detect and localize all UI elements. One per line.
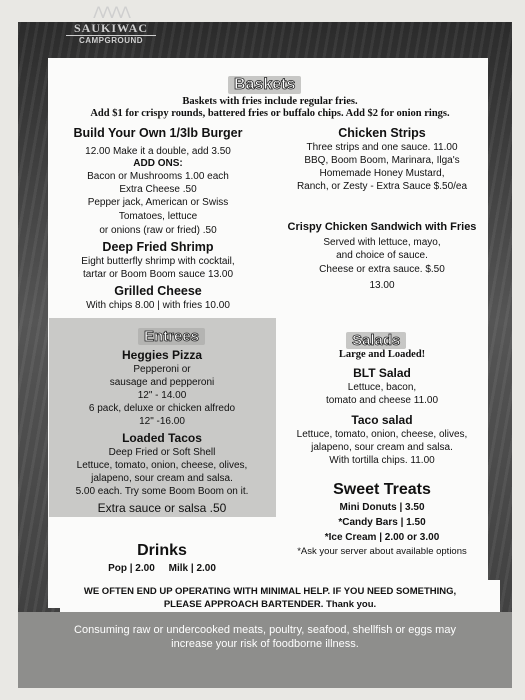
burger-title: Build Your Own 1/3lb Burger — [73, 126, 243, 140]
taco-salad-title: Taco salad — [351, 413, 413, 427]
entrees-heading: Entrees — [138, 328, 205, 345]
chicken-sandwich-title: Crispy Chicken Sandwich with Fries — [287, 221, 477, 233]
logo-sub: CAMPGROUND — [66, 35, 156, 45]
burger-price: 12.00 Make it a double, add 3.50 — [85, 146, 231, 157]
chicken-strips-line: Three strips and one sauce. 11.00 — [306, 142, 458, 153]
logo-name: SAUKIWAC — [73, 21, 148, 35]
sweets-title: Sweet Treats — [333, 481, 431, 498]
chicken-strips-line: Ranch, or Zesty - Extra Sauce $.50/ea — [296, 181, 468, 192]
drinks-title: Drinks — [137, 542, 187, 559]
baskets-heading: Baskets — [228, 76, 301, 94]
blt-title: BLT Salad — [353, 366, 411, 380]
pizza-line: 12" - 14.00 — [137, 390, 187, 401]
chicken-sandwich-line: Served with lettuce, mayo, — [323, 237, 441, 248]
pizza-line: sausage and pepperoni — [109, 377, 215, 388]
notice-line: PLEASE APPROACH BARTENDER. Thank you. — [163, 599, 377, 610]
sweets-line: *Ice Cream | 2.00 or 3.00 — [324, 532, 440, 543]
drinks-line: Pop | 2.00 Milk | 2.00 — [108, 563, 216, 574]
grilled-cheese-line: With chips 8.00 | with fries 10.00 — [86, 300, 230, 311]
baskets-note-2: Add $1 for crispy rounds, battered fries or buffalo chips. Add $2 for onion rings. — [90, 108, 450, 119]
burger-addon: Bacon or Mushrooms 1.00 each — [87, 171, 229, 182]
sweets-note: *Ask your server about available options — [297, 546, 467, 557]
burger-addon: Extra Cheese .50 — [119, 184, 197, 195]
taco-salad-line: jalapeno, sour cream and salsa. — [311, 442, 453, 453]
chicken-strips-title: Chicken Strips — [338, 126, 426, 140]
notice-line: WE OFTEN END UP OPERATING WITH MINIMAL HELP. IF YOU NEED SOMETHING, — [83, 586, 457, 597]
tacos-line: Lettuce, tomato, onion, cheese, olives, — [76, 460, 248, 471]
shrimp-line: tartar or Boom Boom sauce 13.00 — [82, 269, 234, 280]
blt-line: Lettuce, bacon, — [347, 382, 417, 393]
sweets-line: Mini Donuts | 3.50 — [339, 502, 425, 513]
chicken-strips-line: BBQ, Boom Boom, Marinara, Ilga's — [304, 155, 460, 166]
warning-line: Consuming raw or undercooked meats, poultry, seafood, shellfish or eggs may — [74, 624, 456, 636]
tacos-line: Deep Fried or Soft Shell — [108, 447, 216, 458]
pizza-line: Pepperoni or — [133, 364, 191, 375]
shrimp-title: Deep Fried Shrimp — [102, 240, 214, 254]
tacos-line: 5.00 each. Try some Boom Boom on it. — [75, 486, 249, 497]
entrees-extra: Extra sauce or salsa .50 — [97, 501, 227, 515]
tacos-line: jalapeno, sour cream and salsa. — [91, 473, 233, 484]
burger-addons-title: ADD ONS: — [133, 158, 183, 169]
chicken-strips-line: Homemade Honey Mustard, — [319, 168, 445, 179]
blt-line: tomato and cheese 11.00 — [325, 395, 439, 406]
pizza-line: 6 pack, deluxe or chicken alfredo — [88, 403, 236, 414]
tacos-title: Loaded Tacos — [122, 431, 202, 445]
baskets-note-1: Baskets with fries include regular fries. — [182, 96, 358, 107]
burger-addon: Tomatoes, lettuce — [118, 211, 198, 222]
grilled-cheese-title: Grilled Cheese — [114, 284, 202, 298]
warning-line: increase your risk of foodborne illness. — [171, 638, 359, 650]
taco-salad-line: With tortilla chips. 11.00 — [329, 455, 435, 466]
burger-addon: or onions (raw or fried) .50 — [99, 225, 217, 236]
salads-heading: Salads — [346, 332, 406, 349]
taco-salad-line: Lettuce, tomato, onion, cheese, olives, — [296, 429, 468, 440]
sweets-line: *Candy Bars | 1.50 — [338, 517, 426, 528]
campground-logo — [66, 6, 156, 58]
burger-addon: Pepper jack, American or Swiss — [87, 197, 229, 208]
salads-sub: Large and Loaded! — [338, 349, 426, 360]
chicken-sandwich-line: Cheese or extra sauce. $.50 — [319, 264, 445, 275]
chicken-sandwich-line: and choice of sauce. — [336, 250, 428, 261]
mountain-icon: ᐱᐱᐱᐱ — [93, 5, 129, 22]
pizza-title: Heggies Pizza — [121, 348, 203, 362]
chicken-sandwich-price: 13.00 — [369, 280, 395, 291]
shrimp-line: Eight butterfly shrimp with cocktail, — [81, 256, 235, 267]
pizza-line: 12" -16.00 — [139, 416, 185, 427]
